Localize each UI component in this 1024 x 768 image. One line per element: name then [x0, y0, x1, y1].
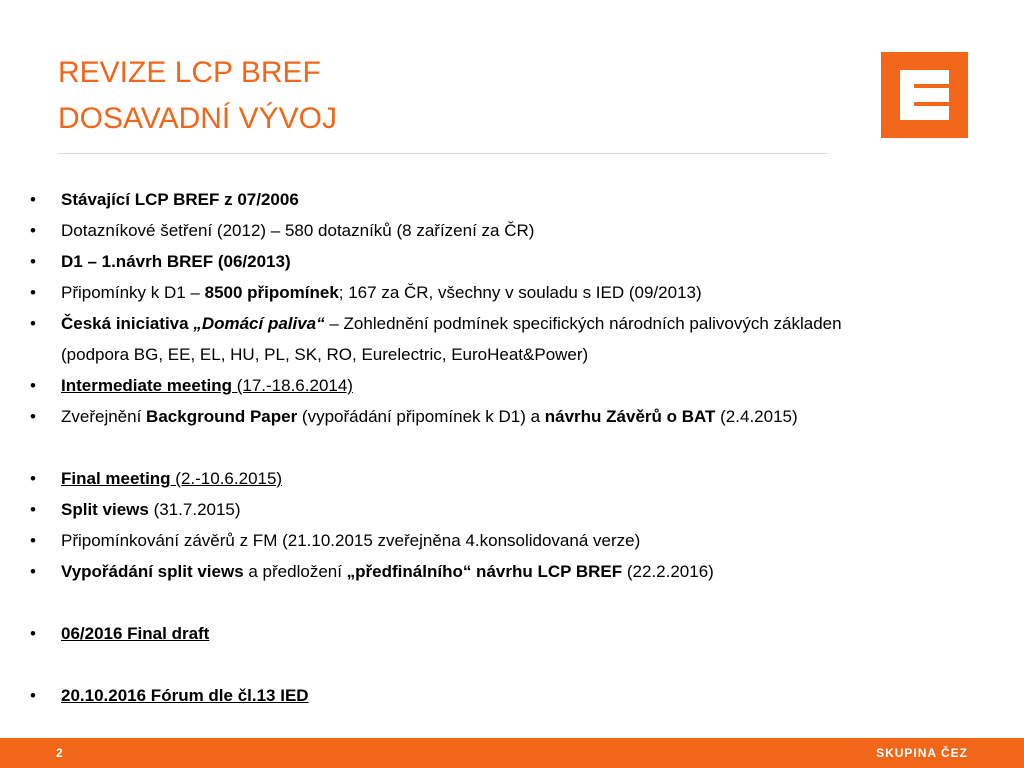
spacer [0, 649, 1024, 680]
final-meeting-link[interactable]: Final meeting (2.-10.6.2015) [61, 469, 283, 488]
bullet-icon: • [30, 252, 36, 271]
page-number: 2 [56, 746, 63, 760]
list-item: • Česká iniciativa „Domácí paliva“ – Zohlednění podmínek specifických národních palivových základen (podpora BG, EE, EL, HU, PL, SK, RO, Eurelectric, EuroHeat&Power) [0, 308, 1024, 370]
list-item [0, 370, 1024, 401]
spacer [0, 587, 1024, 618]
bullet-list [0, 184, 1024, 711]
bullet-icon: • [30, 376, 36, 395]
bullet-icon: • [30, 500, 36, 519]
list-item: • Připomínky k D1 – 8500 připomínek; 167 za ČR, všechny v souladu s IED (09/2013) [0, 277, 1024, 308]
title-divider [58, 153, 828, 154]
final-draft-link[interactable]: 06/2016 Final draft [61, 624, 210, 643]
bullet-icon: • [30, 190, 36, 209]
bullet-icon: • [30, 469, 36, 488]
bullet-icon: • [30, 314, 36, 333]
list-item: • Zveřejnění Background Paper (vypořádání připomínek k D1) a návrhu Závěrů o BAT (2.4.2015) [0, 401, 1024, 432]
spacer [0, 432, 1024, 463]
bullet-icon: • [30, 407, 36, 426]
bullet-icon: • [30, 283, 36, 302]
list-item [0, 618, 1024, 649]
title-line-1: REVIZE LCP BREF [58, 56, 321, 89]
list-item: • Stávající LCP BREF z 07/2006 [0, 184, 1024, 215]
list-item: • Vypořádání split views a předložení „předfinálního“ návrhu LCP BREF (22.2.2016) [0, 556, 1024, 587]
list-item: • Dotazníkové šetření (2012) – 580 dotazníků (8 zařízení za ČR) [0, 215, 1024, 246]
bullet-icon: • [30, 562, 36, 581]
list-item: • Split views (31.7.2015) [0, 494, 1024, 525]
bullet-icon: • [30, 624, 36, 643]
footer-bar [0, 738, 1024, 768]
cez-logo-icon [881, 52, 968, 138]
bullet-icon: • [30, 531, 36, 550]
bullet-icon: • [30, 221, 36, 240]
list-item [0, 463, 1024, 494]
list-item: • D1 – 1.návrh BREF (06/2013) [0, 246, 1024, 277]
list-item [0, 680, 1024, 711]
title-line-2: DOSAVADNÍ VÝVOJ [58, 102, 337, 135]
bullet-icon: • [30, 686, 36, 705]
list-item: • Připomínkování závěrů z FM (21.10.2015 zveřejněna 4.konsolidovaná verze) [0, 525, 1024, 556]
brand-label: SKUPINA ČEZ [876, 746, 968, 760]
forum-link[interactable]: 20.10.2016 Fórum dle čl.13 IED [61, 686, 309, 705]
intermediate-meeting-link[interactable]: Intermediate meeting (17.-18.6.2014) [61, 376, 353, 395]
